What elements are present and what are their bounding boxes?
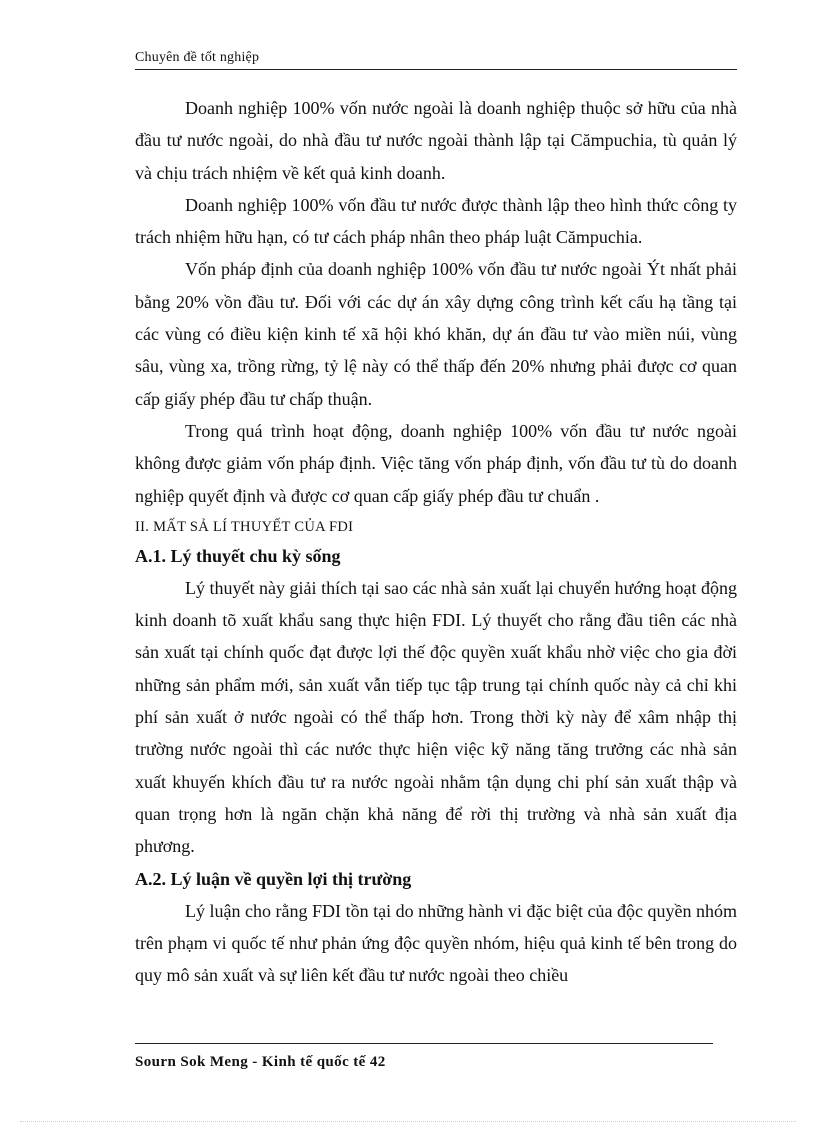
subheading-a2: A.2. Lý luận về quyền lợi thị trường [135, 868, 412, 889]
page-edge-divider [20, 1121, 796, 1122]
page-body [135, 92, 737, 991]
paragraph-6: Lý luận cho rằng FDI tồn tại do những hành vi đặc biệt của độc quyền nhóm trên phạm vi quốc tế như phản ứng độc quyền nhóm, hiệu quả kinh tế bên trong do quy mô sản xuất và sự liên kết đầu tư nước ngoài theo chiều [135, 900, 737, 986]
paragraph-1: Doanh nghiệp 100% vốn nước ngoài là doanh nghiệp thuộc sở hữu của nhà đầu tư nước ngoài, do nhà đầu tư nước ngoài thành lập tại Cămpuchia, tù quản lý và chịu trách nhiệm về kết quả kinh doanh. [135, 98, 737, 183]
page-header: Chuyên đề tốt nghiệp [135, 50, 737, 70]
paragraph-4: Trong quá trình hoạt động, doanh nghiệp 100% vốn đầu tư nước ngoài không được giảm vốn pháp định. Việc tăng vốn pháp định, vốn đầu tư tù do doanh nghiệp quyết định và được cơ quan cấp giấy phép đầu tư chuẩn . [135, 420, 737, 506]
paragraph-5: Lý thuyết này giải thích tại sao các nhà sản xuất lại chuyển hướng hoạt động kinh doanh tõ xuất khẩu sang thực hiện FDI. Lý thuyết cho rằng đầu tiên các nhà sản xuất tại chính quốc đạt được lợi thế độc quyền xuất khẩu nhờ việc cho gia đời những sản phẩm mới, sản xuất vẫn tiếp tục tập trung tại chính quốc này cả chỉ khi phí sản xuất ở nước ngoài có thể thấp hơn. Trong thời kỳ này để xâm nhập thị trường nước ngoài thì các nước thực hiện việc kỹ năng tăng trưởng các nhà sản xuất khuyến khích đầu tư ra nước ngoài nhằm tận dụng chi phí sản xuất thập và quan trọng hơn là ngăn chặn khả năng để rời thị trường và nhà sản xuất địa phương. [135, 577, 737, 857]
paragraph-3: Vốn pháp định của doanh nghiệp 100% vốn đầu tư nước ngoài Ýt nhất phải bằng 20% vồn đầu tư. Đối với các dự án xây dựng công trình kết cấu hạ tầng tại các vùng có điều kiện kinh tế xã hội khó khăn, dự án đầu tư vào miền núi, vùng sâu, vùng xa, trồng rừng, tỷ lệ này có thể thấp đến 20% nhưng phải được cơ quan cấp giấy phép đầu tư chấp thuận. [135, 259, 737, 409]
section-heading: II. MẤT SẢ LÍ THUYẾT CỦA FDI [135, 518, 354, 535]
subheading-a1: A.1. Lý thuyết chu kỳ sống [135, 545, 341, 566]
page-footer: Sourn Sok Meng - Kinh tế quốc tế 42 [135, 1043, 713, 1071]
paragraph-2: Doanh nghiệp 100% vốn đầu tư nước được thành lập theo hình thức công ty trách nhiệm hữu hạn, có tư cách pháp nhân theo pháp luật Cămpuchia. [135, 194, 737, 248]
